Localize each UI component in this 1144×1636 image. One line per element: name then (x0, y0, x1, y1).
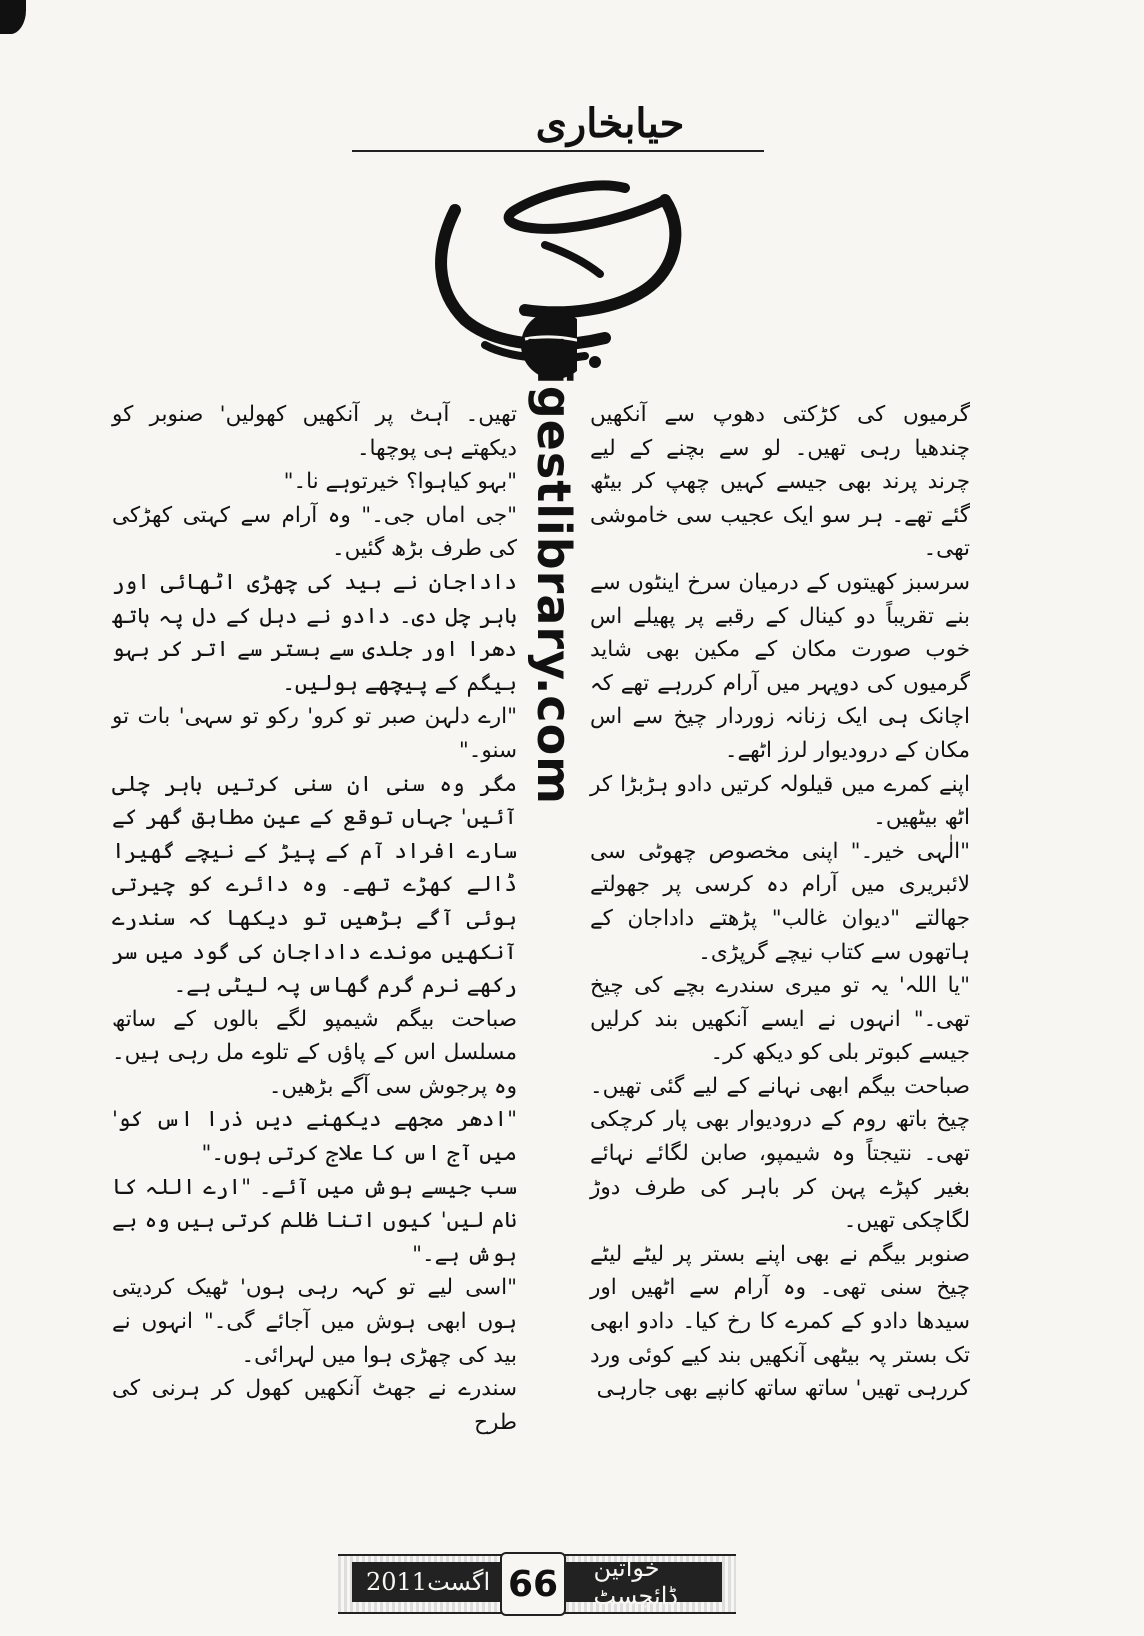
paragraph: گرمیوں کی کڑکتی دھوپ سے آنکھیں چندھیا رہی تھیں۔ لو سے بچنے کے لیے چرند پرند بھی جیسے کہیں چھپ کر بیٹھ گئے تھے۔ ہر سو ایک عجیب سی خاموشی تھی۔ (590, 402, 970, 562)
paragraph: "جی اماں جی۔" وہ آرام سے کہتی کھڑکی کی طرف بڑھ گئیں۔ (112, 502, 517, 562)
footer-year: 2011 (366, 1568, 428, 1596)
author-rule (352, 150, 764, 152)
right-column (590, 398, 970, 1406)
page-number: 66 (500, 1552, 566, 1616)
paragraph: "الٰہی خیر۔" اپنی مخصوص چھوٹی سی لائبریری میں آرام دہ کرسی پر جھولتے جھالتے "دیوان غالب" پڑھتے داداجان کے ہاتھوں سے کتاب نیچے گرپڑی۔ (590, 838, 970, 965)
paragraph: "ارے دلہن صبر تو کرو' رکو تو سہی' بات تو سنو۔" (112, 704, 517, 763)
paragraph: صباحت بیگم شیمپو لگے بالوں کے ساتھ مسلسل اس کے پاؤں کے تلوے مل رہی ہیں۔ وہ پرجوش سی آگے بڑھیں۔ (112, 1006, 517, 1099)
paragraph: صنوبر بیگم نے بھی اپنے بستر پر لیٹے لیٹے چیخ سنی تھی۔ وہ آرام سے اٹھیں اور سیدھا دادو کے کمرے کا رخ کیا۔ دادو ابھی تک بستر پہ بیٹھی آنکھیں بند کیے کوئی ورد کررہی تھیں' ساتھ ساتھ کانپے بھی جارہی (590, 1241, 970, 1402)
paragraph: اپنے کمرے میں قیلولہ کرتیں دادو ہڑبڑا کر اٹھ بیٹھیں۔ (590, 771, 970, 831)
paragraph: تھیں۔ آہٹ پر آنکھیں کھولیں' صنوبر کو دیکھتے ہی پوچھا۔ (112, 402, 517, 461)
left-column (112, 398, 517, 1439)
footer-magazine: خواتین ڈائجسٹ (593, 1554, 679, 1610)
paragraph: سندرے نے جھٹ آنکھیں کھول کر ہرنی کی طرح (112, 1376, 517, 1435)
paragraph: "بہو کیاہوا؟ خیرتوہے نا۔" (283, 469, 517, 495)
paragraph: داداجان نے بید کی چھڑی اٹھائی اور باہر چل دی۔ دادو نے دہل کے دل پہ ہاتھ دھرا اور جلدی سے بستر سے اتر کر بہو بیگم کے پیچھے ہولیں۔ (112, 569, 517, 696)
author-name: حیابخاری (535, 100, 685, 147)
paragraph: "ادھر مجھے دیکھنے دیں ذرا اس کو' میں آج اس کا علاج کرتی ہوں۔" (112, 1107, 517, 1167)
footer-month: اگست (427, 1568, 491, 1596)
paragraph: سب جیسے ہوش میں آئے۔ "ارے اللہ کا نام لیں' کیوں اتنا ظلم کرتی ہیں وہ بے ہوش ہے۔" (112, 1174, 517, 1267)
paragraph: مگر وہ سنی ان سنی کرتیں باہر چلی آئیں' جہاں توقع کے عین مطابق گھر کے سارے افراد آم کے پیڑ کے نیچے گھیرا ڈالے کھڑے تھے۔ وہ دائرے کو چیرتی ہوئی آگے بڑھیں تو دیکھا کہ سندرے آنکھیں موندے داداجان کی گود میں سر رکھے نرم گرم گھاس پہ لیٹی ہے۔ (112, 771, 517, 999)
watermark-text: pigestlibrary.com (527, 335, 581, 806)
paragraph: صباحت بیگم ابھی نہانے کے لیے گئی تھیں۔ چیخ باتھ روم کے درودیوار بھی پار کرچکی تھی۔ نتیجتاً وہ شیمپو، صابن لگائے نہائے بغیر کپڑے پہن کر باہر کی طرف دوڑ لگاچکی تھیں۔ (590, 1073, 970, 1234)
paragraph: سرسبز کھیتوں کے درمیان سرخ اینٹوں سے بنے تقریباً دو کینال کے رقبے پر پھیلے اس خوب صورت مکان کے مکین بھی شاید گرمیوں کی دوپہر میں آرام کررہے تھے کہ اچانک ہی ایک زنانہ زوردار چیخ سے اس مکان کے درودیوار لرز اٹھے۔ (590, 569, 970, 763)
paragraph: "اسی لیے تو کہہ رہی ہوں' ٹھیک کردیتی ہوں ابھی ہوش میں آجائے گی۔" انہوں نے بید کی چھڑی ہوا میں لہرائی۔ (112, 1275, 517, 1368)
corner-mark (0, 0, 26, 34)
paragraph: "یا اللہ' یہ تو میری سندرے بچے کی چیخ تھی۔" انہوں نے ایسے آنکھیں بند کرلیں جیسے کبوتر بلی کو دیکھ کر۔ (590, 973, 970, 1066)
watermark (527, 295, 587, 815)
